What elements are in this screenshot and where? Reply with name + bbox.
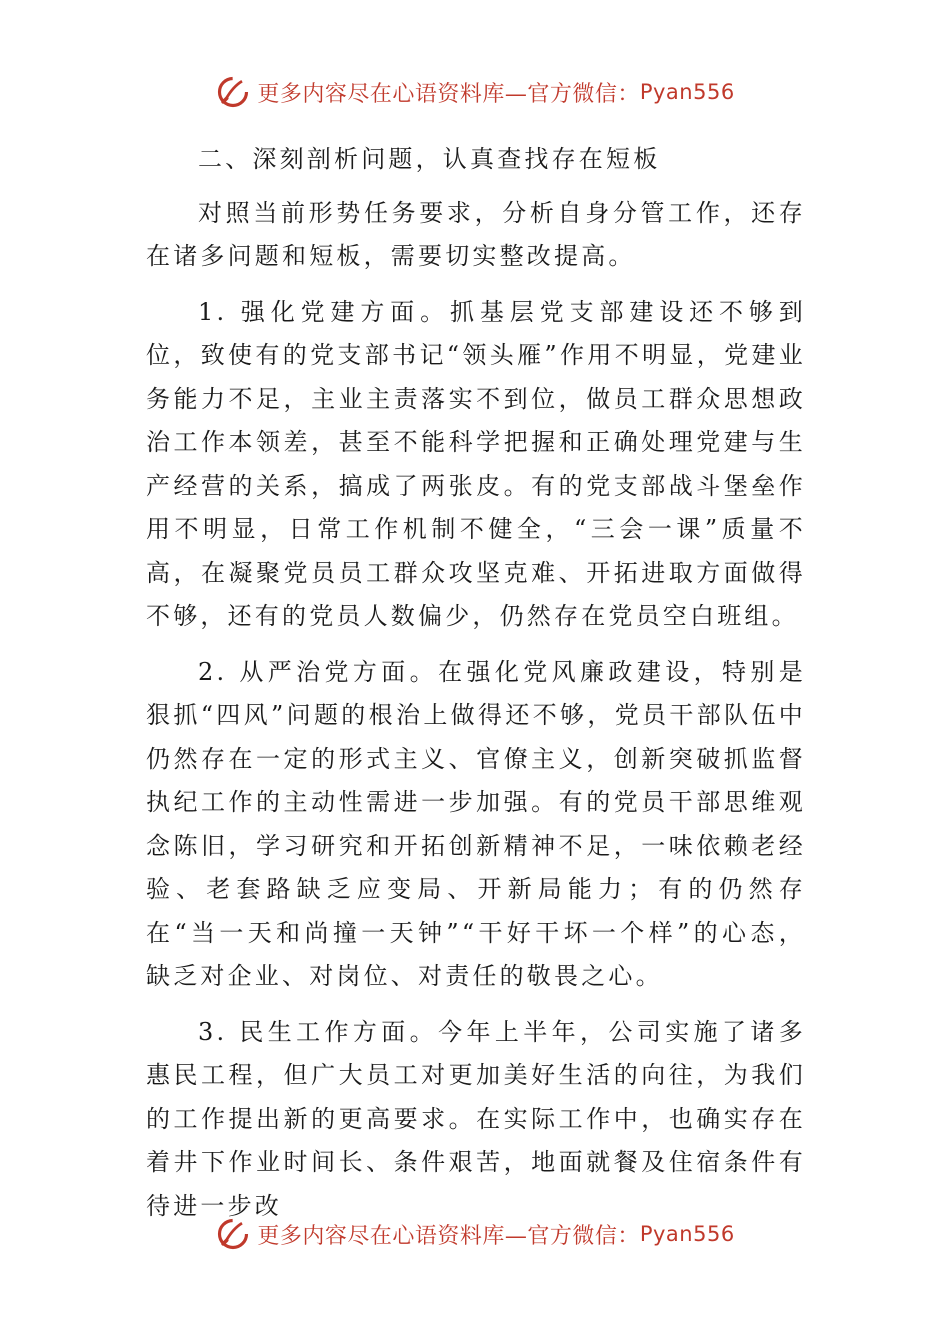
watermark-wechat-id: Pyan556 [639, 80, 735, 104]
watermark-header [0, 70, 950, 114]
section-heading: 二、深刻剖析问题，认真查找存在短板 [198, 145, 661, 173]
item-2-paragraph: 2. 从严治党方面。在强化党风廉政建设，特别是狠抓“四风”问题的根治上做得还不够，党员干部队伍中仍然存在一定的形式主义、官僚主义，创新突破抓监督执纪工作的主动性需进一步加强。有的党员干部思维观念陈旧，学习研究和开拓创新精神不足，一味依赖老经验、老套路缺乏应变局、开新局能力；有的仍然存在“当一天和尚撞一天钟”“干好干坏一个样”的心态，缺乏对企业、对岗位、对责任的敬畏之心。 [146, 657, 806, 990]
document-body [146, 138, 806, 1240]
brush-logo-icon [215, 1216, 251, 1252]
watermark-footer [0, 1212, 950, 1256]
item-1-paragraph: 1. 强化党建方面。抓基层党支部建设还不够到位，致使有的党支部书记“领头雁”作用不明显，党建业务能力不足，主业主责落实不到位，做员工群众思想政治工作本领差，甚至不能科学把握和正确处理党建与生产经营的关系，搞成了两张皮。有的党支部战斗堡垒作用不明显，日常工作机制不健全，“三会一课”质量不高，在凝聚党员员工群众攻坚克难、开拓进取方面做得不够，还有的党员人数偏少，仍然存在党员空白班组。 [146, 297, 806, 630]
watermark-text: 更多内容尽在心语资料库—官方微信： [257, 1223, 640, 1249]
watermark-wechat-id: Pyan556 [639, 1222, 735, 1246]
item-3-paragraph: 3. 民生工作方面。今年上半年，公司实施了诸多惠民工程，但广大员工对更加美好生活的向往，为我们的工作提出新的更高要求。在实际工作中，也确实存在着井下作业时间长、条件艰苦，地面就餐及住宿条件有待进一步改 [146, 1017, 806, 1220]
intro-paragraph: 对照当前形势任务要求，分析自身分管工作，还存在诸多问题和短板，需要切实整改提高。 [146, 198, 806, 270]
watermark-text: 更多内容尽在心语资料库—官方微信： [257, 81, 640, 107]
brush-logo-icon [215, 74, 251, 110]
